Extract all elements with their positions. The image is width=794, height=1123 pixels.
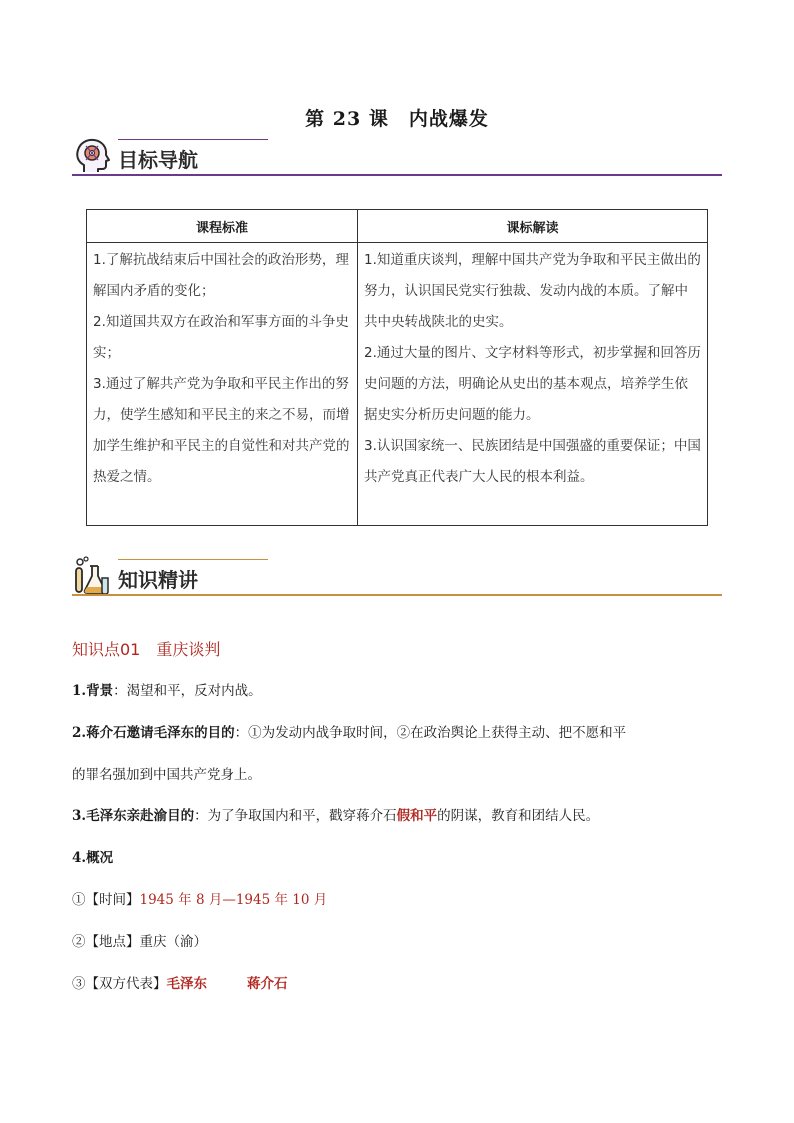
section-header-goals (72, 136, 722, 186)
time-value: 1945 年 8 月—1945 年 10 月 (139, 892, 328, 908)
table-header-interpretation: 课标解读 (358, 210, 708, 243)
rep-chiang: 蒋介石 (247, 976, 288, 992)
time-prefix: ①【时间】 (72, 892, 140, 908)
standard-item: 3.通过了解共产党为争取和平民主作出的努力，使学生感知和平民主的来之不易，而增加学生维护和平民主的自觉性和对共产党的热爱之情。 (93, 376, 350, 485)
standard-item: 1.了解抗战结束后中国社会的政治形势，理解国内矛盾的变化； (93, 252, 349, 299)
brain-gear-icon (72, 136, 112, 176)
interpretation-item: 1.知道重庆谈判，理解中国共产党为争取和平民主做出的努力，认识国民党实行独裁、发动内战的本质。了解中共中央转战陕北的史实。 (364, 252, 701, 330)
purpose-text-cont: 的罪名强加到中国共产党身上。 (72, 767, 261, 783)
page-title: 第 23 课 内战爆发 (305, 108, 489, 130)
header-top-line (118, 559, 268, 560)
table-cell-standard (87, 243, 358, 526)
overview-heading (72, 848, 722, 868)
table-cell-interpretation (358, 243, 708, 526)
purpose-paragraph-cont (72, 765, 722, 785)
mao-purpose-label: 3.毛泽东亲赴渝目的 (72, 808, 195, 824)
mao-purpose-text: ：为了争取国内和平，戳穿蒋介石 (194, 808, 397, 824)
table-row (87, 243, 708, 526)
header-top-line (118, 139, 268, 140)
rep-mao: 毛泽东 (166, 976, 207, 992)
section-label: 知识精讲 (118, 568, 198, 592)
place-value: 重庆（渝） (139, 934, 207, 950)
purpose-label: 2.蒋介石邀请毛泽东的目的 (72, 725, 235, 741)
section-header-knowledge (72, 556, 722, 606)
purpose-paragraph (72, 723, 722, 743)
background-text: ：渴望和平，反对内战。 (113, 683, 262, 699)
table-header-standard: 课程标准 (87, 210, 358, 243)
overview-label: 4.概况 (72, 850, 114, 866)
knowledge-point-title: 知识点01 重庆谈判 (72, 640, 221, 659)
highlight-fake-peace: 假和平 (396, 808, 438, 824)
background-paragraph (72, 681, 722, 701)
rep-prefix: ③【双方代表】 (72, 976, 167, 992)
overview-time (72, 890, 722, 910)
header-divider (72, 174, 722, 176)
section-label: 目标导航 (118, 148, 198, 172)
place-prefix: ②【地点】 (72, 934, 140, 950)
header-divider (72, 594, 722, 596)
background-label: 1.背景 (72, 683, 114, 699)
lab-flask-icon (72, 556, 112, 596)
table-header-row (87, 210, 708, 243)
mao-purpose-text-end: 的阴谋，教育和团结人民。 (437, 808, 600, 824)
purpose-text: ：①为发动内战争取时间，②在政治舆论上获得主动、把不愿和平 (234, 725, 627, 741)
overview-representatives (72, 974, 722, 994)
standard-item: 2.知道国共双方在政治和军事方面的斗争史实； (93, 314, 349, 361)
curriculum-table (86, 209, 708, 526)
interpretation-item: 3.认识国家统一、民族团结是中国强盛的重要保证；中国共产党真正代表广大人民的根本利益。 (364, 438, 701, 485)
overview-place (72, 932, 722, 952)
mao-purpose-paragraph (72, 806, 722, 826)
interpretation-item: 2.通过大量的图片、文字材料等形式，初步掌握和回答历史问题的方法，明确论从史出的基本观点，培养学生依据史实分析历史问题的能力。 (364, 345, 701, 423)
